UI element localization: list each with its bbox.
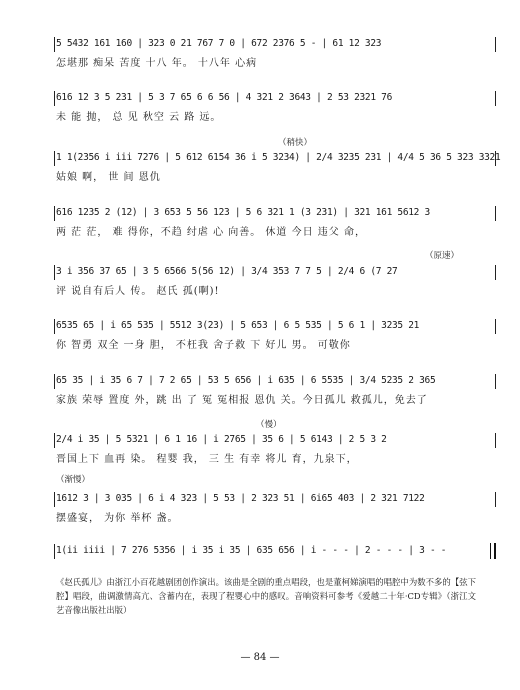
lyric-line: 两 茫 茫， 难 得你，不趋 纣虐 心 向善。 休道 今日 违父 命， [56,227,366,238]
final-barline-thin [490,543,491,559]
lyric-line: 怎堪那 痴呆 苦度 十八 年。 十八年 心病 [56,58,258,69]
lyric-line: 你 智勇 双全 一身 胆， 不枉我 舍子救 下 好儿 男。 可敬你 [56,340,351,351]
jianpu-notes: 5 5432 161 160 | 323 0 21 767 7 0 | 672 2376 5 - | 61 12 323 [56,38,382,49]
lyric-line: 姑娘 啊， 世 间 恩仇 [56,172,161,183]
jianpu-notes: 65 35 | i 35 6 7 | 7 2 65 | 53 5 656 | i 635 | 6 5535 | 3/4 5235 2 365 [56,375,436,386]
page-number: — 84 — [240,652,280,663]
tempo-mark-man: （慢） [256,420,282,430]
jianpu-notes: 1612 3 | 3 035 | 6 i 4 323 | 5 53 | 2 323 51 | 6i65 403 | 2 321 7122 [56,493,425,504]
lyric-line: 摆盛宴， 为你 举杯 盏。 [56,513,179,524]
lyric-line: 晋国上下 血再 染。 程婴 我， 三 生 有幸 将儿 育，九泉下， [56,454,358,465]
tempo-mark-shaokuai: （稍快） [278,138,313,148]
tempo-mark-jianman: （渐慢） [56,475,91,485]
lyric-line: 评 说自有后人 传。 赵氏 孤(啊)! [56,286,220,297]
jianpu-notes: 3 i 356 37 65 | 3 5 6566 5(56 12) | 3/4 353 7 7 5 | 2/4 6 (7 27 [56,266,398,277]
jianpu-notes: 1(ii iiii | 7 276 5356 | i 35 i 35 | 635 656 | i - - - | 2 - - - | 3 - - [56,545,447,556]
performance-note: 《赵氏孤儿》由浙江小百花越剧团创作演出。该曲是全剧的重点唱段，也是董柯娣演唱的唱腔中为数不多的【弦下腔】唱段，曲调激情高亢、含蓄内在，表现了程婴心中的感叹。音响资料可参考《爱越二十年·CD专辑》（浙江文艺音像出版社出版） [56,577,476,615]
jianpu-notes: 616 12 3 5 231 | 5 3 7 65 6 6 56 | 4 321 2 3643 | 2 53 2321 76 [56,92,393,103]
jianpu-notes: 1 1(2356 i iii 7276 | 5 612 6154 36 i 5 3234) | 2/4 3235 231 | 4/4 5 36 5 323 3321 [56,152,501,163]
tempo-mark-yuansu: （原速） [425,251,460,261]
jianpu-notes: 616 1235 2 (12) | 3 653 5 56 123 | 5 6 321 1 (3 231) | 321 161 5612 3 [56,207,430,218]
lyric-line: 未 能 抛， 总 见 秋空 云 路 远。 [56,112,222,123]
final-barline-thick [494,543,496,559]
jianpu-notes: 6535 65 | i 65 535 | 5512 3(23) | 5 653 | 6 5 535 | 5 6 1 | 3235 21 [56,320,420,331]
lyric-line: 家族 荣辱 置度 外，跳 出 了 冤 冤相报 恩仇 关。今日孤儿 救孤儿，免去了 [56,395,428,406]
jianpu-notes: 2/4 i 35 | 5 5321 | 6 1 16 | i 2765 | 35 6 | 5 6143 | 2 5 3 2 [56,434,387,445]
